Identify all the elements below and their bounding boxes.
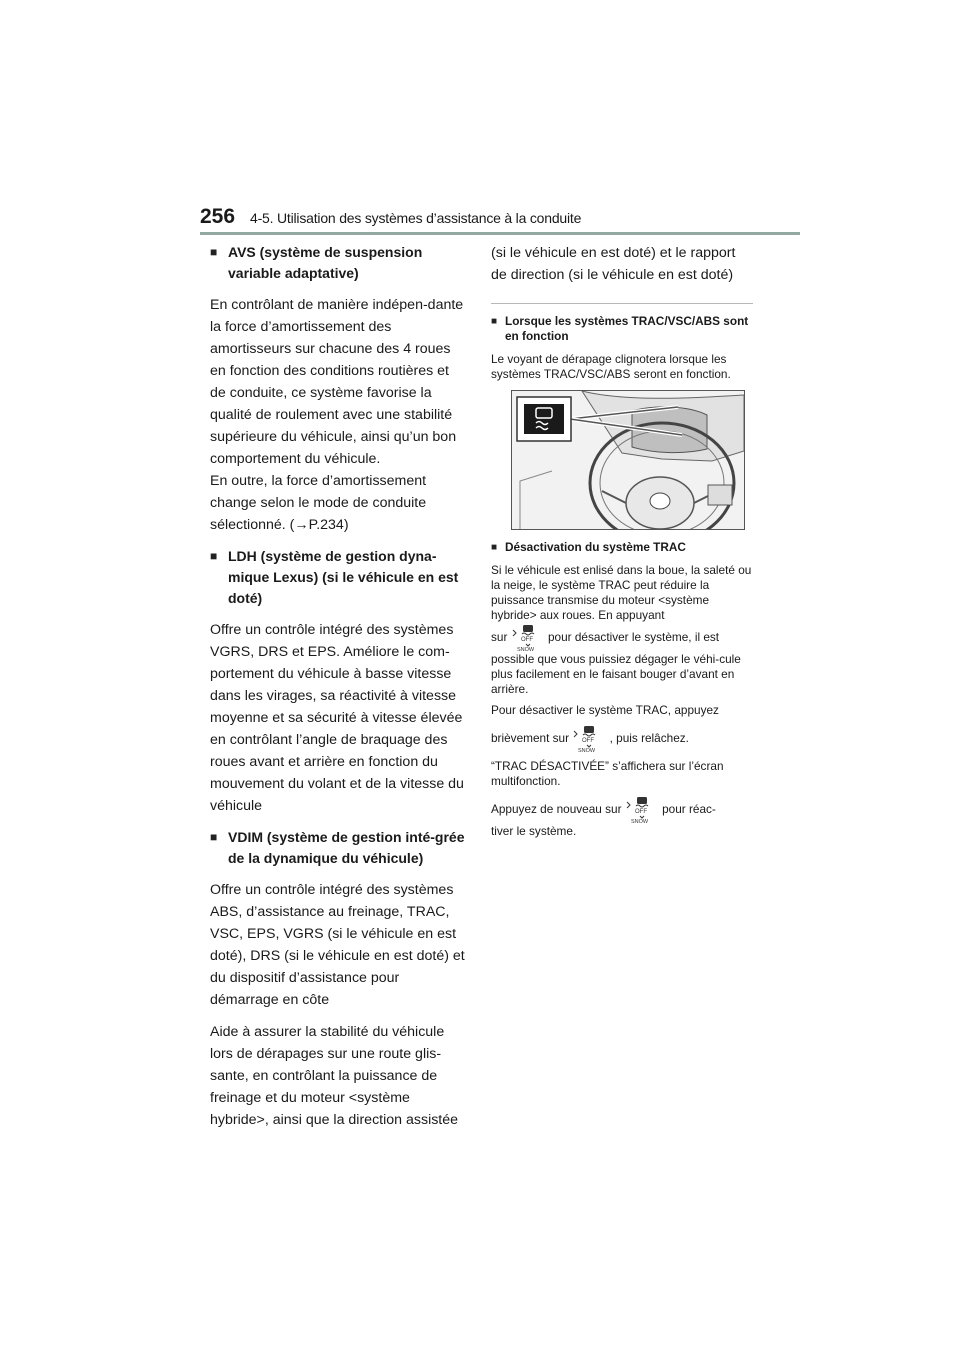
note1-body: Le voyant de dérapage clignotera lorsque les systèmes TRAC/VSC/ABS seront en fonction. xyxy=(491,352,731,381)
note2-body-1: Si le véhicule est enlisé dans la boue, la saleté ou la neige, le système TRAC peut réduire la puissance transmise du moteur <système hybride> aux roues. En appuyant xyxy=(491,563,752,622)
vdim-body-2: Aide à assurer la stabilité du véhicule lors de dérapages sur une route glis-sante, en contrôlant la puissance de freinage et du moteur <système hybride>, ainsi que la direction assistée xyxy=(210,1024,459,1128)
note2-body-3: “TRAC DÉSACTIVÉE” s’affichera sur l’écran multifonction. xyxy=(491,758,724,788)
note2-body-4a: Appuyez de nouveau sur xyxy=(491,801,622,816)
note2-body-1c: possible que vous puissiez dégager le véhi-cule plus facilement en le faisant bouger d’avant en arrière. xyxy=(491,651,741,696)
icon-snow-label: SNOW xyxy=(578,747,596,753)
vdim-heading: ■ VDIM (système de gestion inté-grée de la dynamique du véhicule) xyxy=(210,827,468,869)
section-divider xyxy=(491,303,753,304)
note2-sur: sur xyxy=(491,630,508,644)
icon-snow-label: SNOW xyxy=(516,646,534,652)
icon-off-label: OFF xyxy=(634,808,647,815)
note2-body-2b: brièvement sur xyxy=(491,730,570,745)
note1-heading: ■ Lorsque les systèmes TRAC/VSC/ABS sont en fonction xyxy=(491,314,753,344)
note2-line-appuyez xyxy=(491,795,753,824)
avs-heading: ■ AVS (système de suspension variable adaptative) xyxy=(210,242,468,284)
note2-heading: ■ Désactivation du système TRAC xyxy=(491,540,753,555)
section-title: 4-5. Utilisation des systèmes d’assistance à la conduite xyxy=(250,210,582,226)
note2-body-2a: Pour désactiver le système TRAC, appuyez xyxy=(491,702,719,717)
ldh-body: Offre un contrôle intégré des systèmes VGRS, DRS et EPS. Améliore le com-portement du véhicule à basse vitesse dans les virages, sa réactivité à vitesse moyenne et sa sécurité à vitesse élevée en contrôlant l’angle de braquage des roues avant et arrière en fonction du mouvement du volant et de la vitesse du véhicule xyxy=(210,622,464,814)
note2-body-4b: pour réac- xyxy=(662,801,716,816)
note2-body-1b: pour désactiver le système, il est xyxy=(547,630,720,644)
continuation-text: (si le véhicule en est doté) et le rapport de direction (si le véhicule en est doté) xyxy=(491,245,736,283)
avs-body-2: En outre, la force d’amortissement change selon le mode de conduite sélectionné. (→P.234) xyxy=(210,473,427,533)
icon-off-label: OFF xyxy=(582,737,595,744)
avs-body-text: En contrôlant de manière indépen-dante la force d’amortissement des amortisseurs sur chacune des 4 roues en fonction des conditions routières et de conduite, ce système favorise la qualité de roulement avec une stabilité supérieure du véhicule, ainsi qu’un bon comportement du véhicule. xyxy=(210,297,464,467)
icon-off-label: OFF xyxy=(520,636,533,643)
trac-off-snow-button-icon xyxy=(625,796,659,824)
icon-snow-label: SNOW xyxy=(630,818,648,824)
page-header xyxy=(200,205,800,235)
note2-body-2c: , puis relâchez. xyxy=(609,730,689,745)
dashboard-drawing xyxy=(512,391,744,529)
dashboard-illustration xyxy=(511,390,745,530)
left-column xyxy=(210,242,468,1141)
trac-off-snow-button-icon xyxy=(511,624,545,652)
right-column xyxy=(491,242,753,845)
note2-line-brievement xyxy=(491,724,753,753)
trac-off-snow-button-icon xyxy=(572,725,606,753)
header-rule xyxy=(200,232,800,235)
avs-body xyxy=(210,294,468,470)
vdim-body: Offre un contrôle intégré des systèmes ABS, d’assistance au freinage, TRAC, VSC, EPS, VGRS (si le véhicule en est doté), DRS (si le véhicule en est doté) et du dispositif d’assistance pour démarrage en côte xyxy=(210,882,465,1008)
ldh-heading: ■ LDH (système de gestion dyna-mique Lexus) (si le véhicule en est doté) xyxy=(210,546,468,609)
note2-body-4c: tiver le système. xyxy=(491,823,577,838)
page-number: 256 xyxy=(200,205,236,228)
note2-line-sur xyxy=(491,623,753,652)
